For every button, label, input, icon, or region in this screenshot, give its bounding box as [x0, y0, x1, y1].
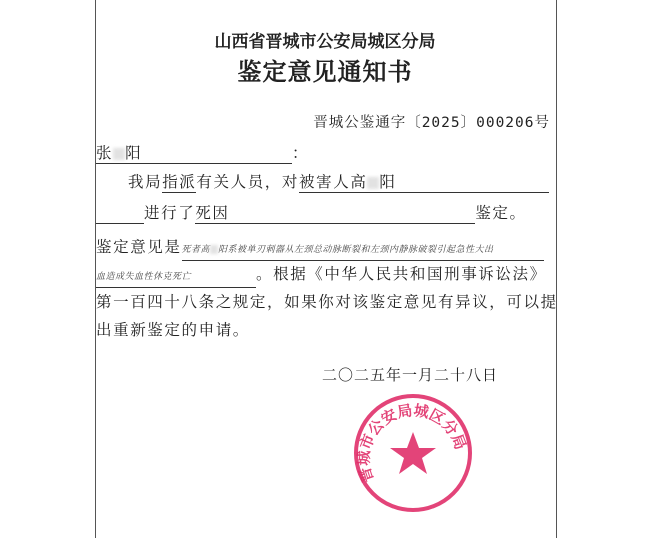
appointment-line — [128, 172, 549, 193]
text: 我局 — [128, 173, 163, 191]
victim-label: 被害人高 — [299, 173, 368, 191]
redacted-mark — [113, 148, 125, 160]
seal-star — [390, 432, 436, 474]
seal-icon — [352, 392, 474, 514]
recipient-surname: 张 — [96, 144, 114, 162]
opinion-text: 血造成失血性休克死亡 — [96, 267, 256, 288]
recipient-name-end: 阳 — [125, 144, 143, 162]
opinion-line-2 — [96, 264, 547, 288]
redacted-mark — [367, 177, 379, 189]
opinion-text: 阳系被单刃刺器从左颈总动脉断裂和左颈内静脉破裂引起急性大出 — [218, 245, 494, 255]
body-line-6: 第一百四十八条之规定，如果你对该鉴定意见有异议，可以提 — [96, 293, 558, 311]
victim-name-end: 阳 — [379, 173, 397, 191]
redacted-mark — [210, 245, 218, 254]
opinion-line-1 — [96, 237, 544, 261]
identification-line — [96, 203, 527, 224]
svg-text:晋城市公安局城区分局: 晋城市公安局城区分局 — [354, 401, 470, 485]
official-seal — [352, 392, 474, 514]
assigned-text: 指派 — [162, 173, 197, 191]
identification-type: 死因 — [195, 204, 230, 222]
opinion-label: 鉴定意见是 — [96, 238, 182, 256]
text: 有关人员，对 — [196, 173, 300, 191]
document-number: 晋城公鉴通字〔2025〕000206号 — [313, 115, 550, 131]
text: 鉴定。 — [475, 204, 527, 222]
legal-basis-text: 。根据《中华人民共和国刑事诉讼法》 — [256, 265, 547, 283]
recipient-line — [96, 143, 309, 164]
agency-name: 山西省晋城市公安局城区分局 — [214, 32, 436, 52]
issue-date: 二〇二五年一月二十八日 — [322, 366, 499, 384]
body-line-7: 出重新鉴定的申请。 — [96, 321, 250, 339]
document-title: 鉴定意见通知书 — [237, 57, 413, 86]
opinion-text: 死者高 — [181, 245, 211, 255]
text: 进行了 — [144, 204, 196, 222]
recipient-colon: ： — [292, 144, 310, 162]
